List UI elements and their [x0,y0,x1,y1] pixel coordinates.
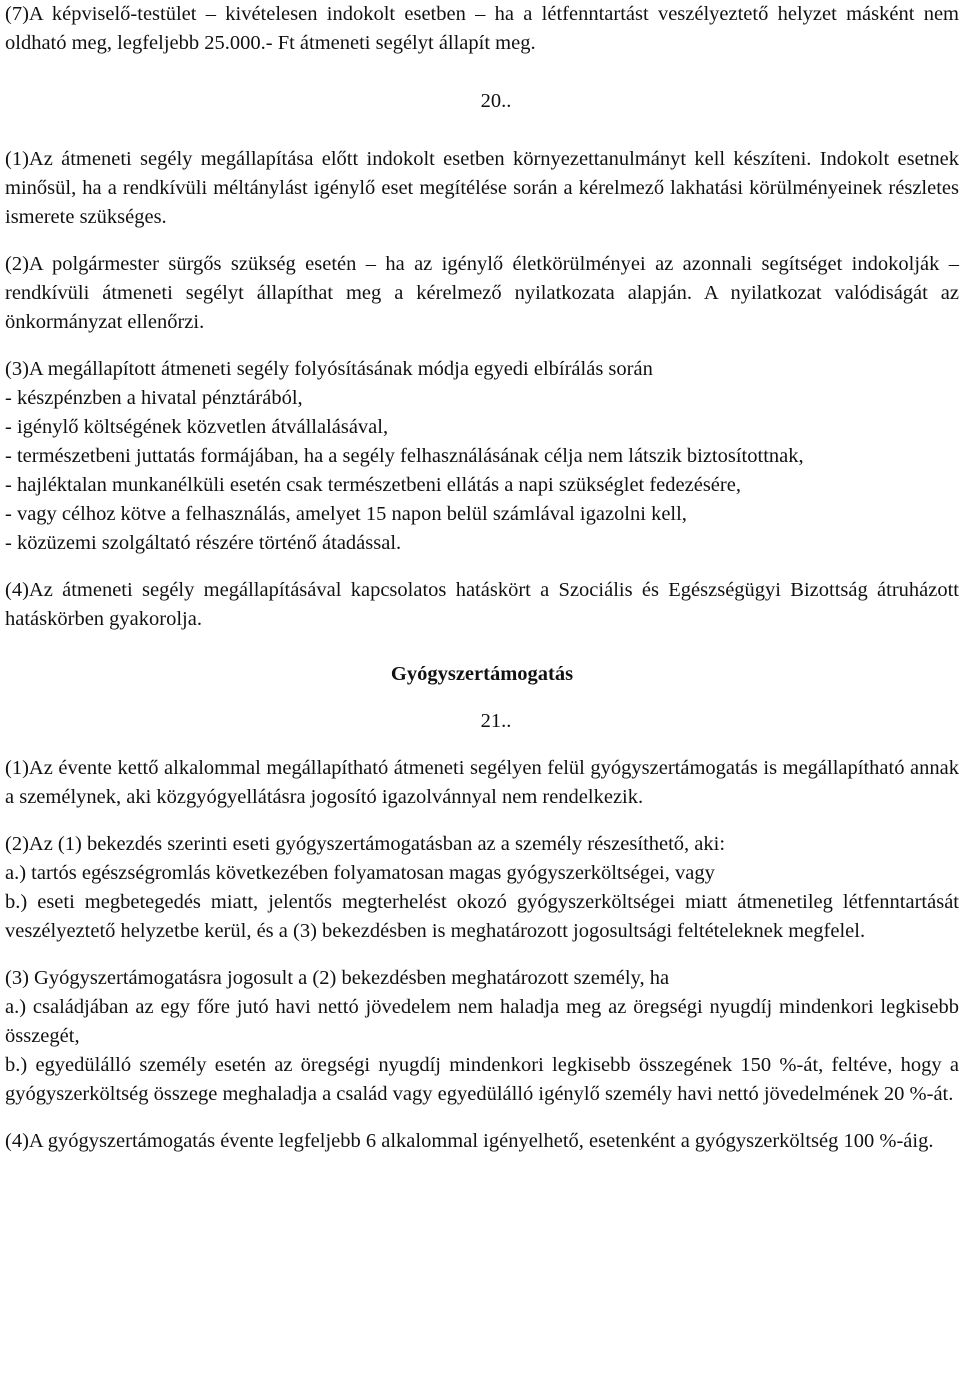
s21-paragraph-3-intro: (3) Gyógyszertámogatásra jogosult a (2) bekezdésben meghatározott személy, ha [5,967,670,989]
s20-paragraph-1: (1)Az átmeneti segély megállapítása előtt indokolt esetben környezettanulmányt kell készíteni. Indokolt esetnek minősül, ha a rendkívüli méltánylást igénylő eset megítélése során a kérelmező lakhatási körülményeinek részletes ismerete szükséges. [5,148,959,228]
list-item: - igénylő költségének közvetlen átvállalásával, [5,416,389,438]
list-item: b.) eseti megbetegedés miatt, jelentős megterhelést okozó gyógyszerköltségei miatt átmenetileg létfenntartását veszélyeztető helyzetbe kerül, és a (3) bekezdésben is meghatározott jogosultsági feltételeknek megfelel. [5,891,959,942]
list-item: a.) tartós egészségromlás következében folyamatosan magas gyógyszerköltségei, vagy [5,862,715,884]
s21-paragraph-1: (1)Az évente kettő alkalommal megállapítható átmeneti segélyen felül gyógyszertámogatás is megállapítható annak a személynek, aki közgyógyellátásra jogosító igazolvánnyal nem rendelkezik. [5,757,959,808]
list-item: - közüzemi szolgáltató részére történő átadással. [5,532,402,554]
s21-paragraph-2-intro: (2)Az (1) bekezdés szerinti eseti gyógyszertámogatásban az a személy részesíthető, aki: [5,833,726,855]
list-item: - hajléktalan munkanélküli esetén csak természetbeni ellátás a napi szükséglet fedezésére, [5,474,741,496]
document-page [5,0,959,1156]
section-20-number: 20.. [480,90,512,112]
s20-paragraph-3 [5,355,959,558]
s21-paragraph-4: (4)A gyógyszertámogatás évente legfeljebb 6 alkalommal igényelhető, esetenként a gyógyszerköltség 100 %-áig. [5,1130,934,1152]
s20-paragraph-2: (2)A polgármester sürgős szükség esetén – ha az igénylő életkörülményei az azonnali segítséget indokolják – rendkívüli átmeneti segélyt állapíthat meg a kérelmező nyilatkozata alapján. A nyilatkozat valódiságát az önkormányzat ellenőrzi. [5,253,959,333]
section-heading: Gyógyszertámogatás [390,663,574,685]
list-item: a.) családjában az egy főre jutó havi nettó jövedelem nem haladja meg az öregségi nyugdíj mindenkori legkisebb összegét, [5,996,959,1047]
section-21-number: 21.. [480,710,512,732]
s20-paragraph-3-intro: (3)A megállapított átmeneti segély folyósításának módja egyedi elbírálás során [5,358,653,380]
s21-paragraph-3 [5,964,959,1109]
list-item: - vagy célhoz kötve a felhasználás, amelyet 15 napon belül számlával igazolni kell, [5,503,687,525]
s20-paragraph-7: (7)A képviselő-testület – kivételesen indokolt esetben – ha a létfenntartást veszélyeztető helyzet másként nem oldható meg, legfeljebb 25.000.- Ft átmeneti segélyt állapít meg. [5,3,959,54]
s21-paragraph-2 [5,830,959,946]
list-item: b.) egyedülálló személy esetén az öregségi nyugdíj mindenkori legkisebb összegének 150 %-át, feltéve, hogy a gyógyszerköltség összege meghaladja a család vagy egyedülálló igénylő személy havi nettó jövedelmének 20 %-át. [5,1054,959,1105]
s20-paragraph-4: (4)Az átmeneti segély megállapításával kapcsolatos hatáskört a Szociális és Egészségügyi Bizottság átruházott hatáskörben gyakorolja. [5,579,959,630]
list-item: - készpénzben a hivatal pénztárából, [5,387,303,409]
list-item: - természetbeni juttatás formájában, ha a segély felhasználásának célja nem látszik biztosítottnak, [5,445,804,467]
